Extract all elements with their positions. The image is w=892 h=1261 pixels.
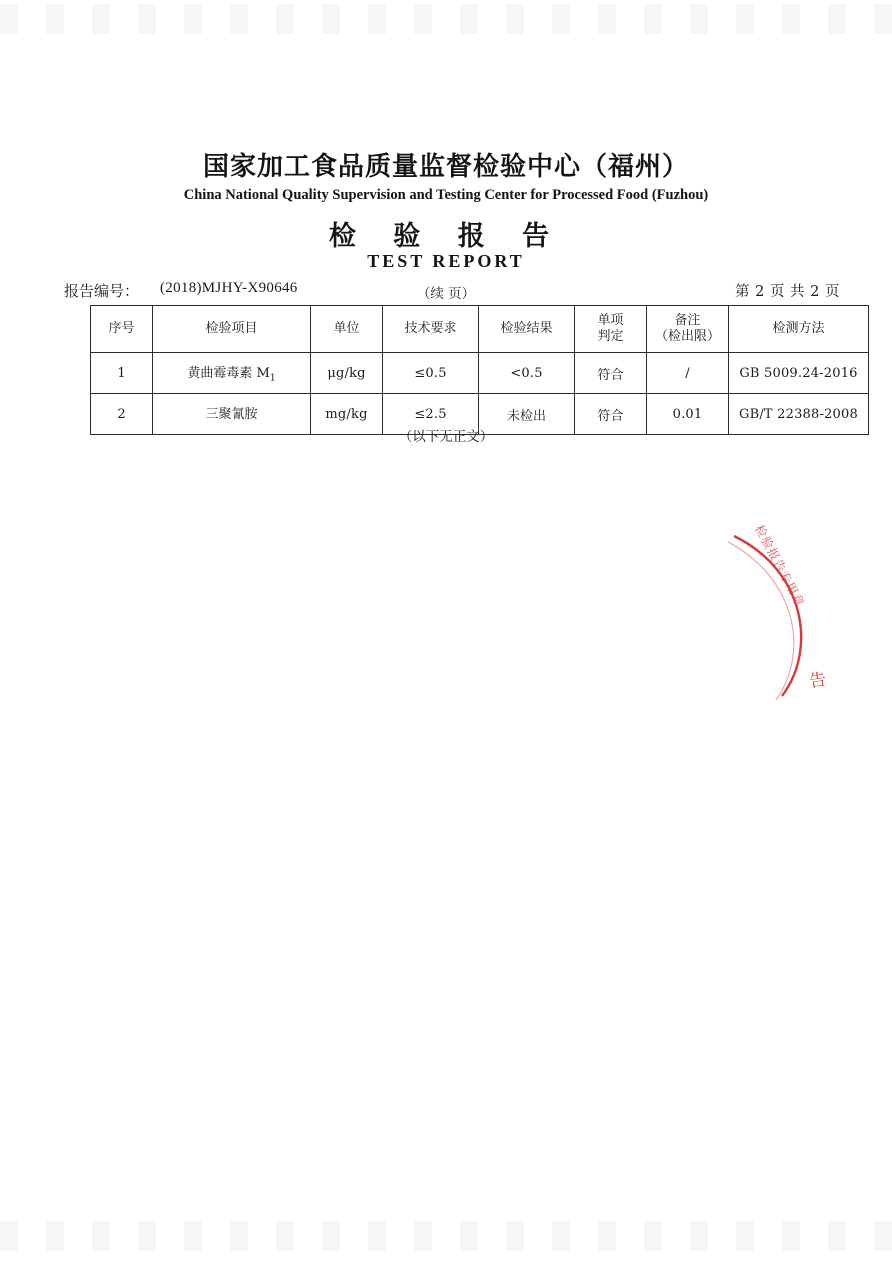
page-indicator: 第 2 页 共 2 页	[735, 284, 840, 300]
cell-judgement: 符合	[575, 394, 647, 435]
report-title-en: TEST REPORT	[367, 251, 525, 271]
end-of-text-note: （以下无正文）	[398, 429, 494, 445]
column-header-remark-line2: （检出限）	[654, 329, 720, 344]
table-row	[91, 353, 869, 394]
column-header-no: 序号	[91, 306, 153, 353]
table-header-row	[91, 306, 869, 353]
cell-requirement: ≤2.5	[383, 394, 479, 435]
cell-item-text: 三聚氰胺	[205, 407, 258, 423]
column-header-method: 检测方法	[729, 306, 869, 353]
cell-judgement: 符合	[575, 353, 647, 394]
seal-arc-icon	[722, 528, 832, 703]
column-header-judgement-line2: 判定	[597, 329, 624, 344]
results-table-wrapper	[90, 305, 858, 435]
cell-requirement: ≤0.5	[383, 353, 479, 394]
cell-unit: μg/kg	[311, 353, 383, 394]
cell-remark: 0.01	[647, 394, 729, 435]
cell-method: GB 5009.24-2016	[729, 353, 869, 394]
column-header-remark-line1: 备注	[674, 312, 701, 328]
results-table	[90, 305, 869, 435]
seal-arc-text: 检验报告专用章	[752, 522, 808, 610]
column-header-judgement	[575, 306, 647, 353]
cell-item-text: 黄曲霉毒素 M	[187, 366, 270, 382]
cell-unit: mg/kg	[311, 394, 383, 435]
cell-result: <0.5	[479, 353, 575, 394]
column-header-requirement: 技术要求	[383, 306, 479, 353]
cell-item-subscript: 1	[269, 373, 276, 384]
report-number-label: 报告编号：	[64, 282, 140, 300]
scan-edge-top	[0, 4, 892, 34]
cell-remark: /	[647, 353, 729, 394]
organization-name-cn: 国家加工食品质量监督检验中心（福州）	[202, 152, 689, 182]
column-header-result: 检验结果	[479, 306, 575, 353]
red-seal-stamp	[722, 522, 832, 703]
column-header-unit: 单位	[311, 306, 383, 353]
cell-result: 未检出	[479, 394, 575, 435]
scan-edge-bottom	[0, 1221, 892, 1251]
cell-item	[153, 353, 311, 394]
column-header-judgement-line1: 单项	[597, 312, 624, 328]
report-title-cn: 检 验 报 告	[328, 221, 564, 252]
continued-marker: （续 页）	[416, 286, 476, 302]
document-header	[0, 146, 892, 272]
cell-no: 1	[91, 353, 153, 394]
cell-no: 2	[91, 394, 153, 435]
column-header-item: 检验项目	[153, 306, 311, 353]
column-header-remark	[647, 306, 729, 353]
organization-name-en: China National Quality Supervision and Testing Center for Processed Food (Fuzhou)	[183, 187, 709, 203]
seal-visible-char: 告	[808, 669, 828, 693]
cell-method: GB/T 22388-2008	[729, 394, 869, 435]
report-meta-row	[0, 280, 892, 304]
report-number-value: (2018)MJHY-X90646	[160, 280, 298, 296]
